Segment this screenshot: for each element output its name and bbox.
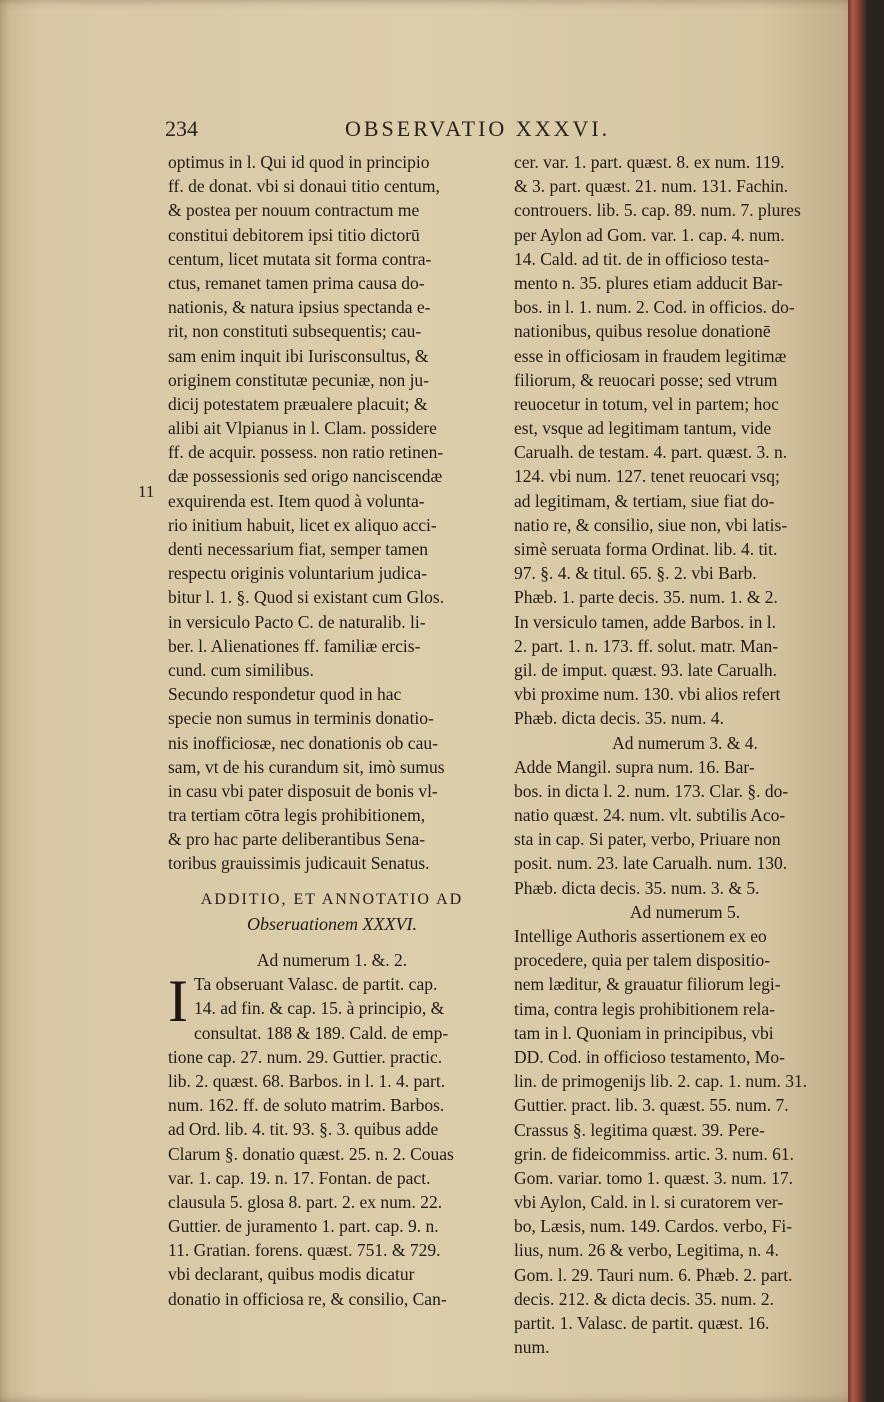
ad-numerum-heading: Ad numerum 5. [629,901,741,922]
text-line: bos. in dicta l. 2. num. 173. Clar. §. do- [514,780,789,801]
text-line: toribus grauissimis judicauit Senatus. [168,853,430,874]
text-line: sam enim inquit ibi Iurisconsultus, & [168,345,429,366]
text-line: nationis, & natura ipsius spectanda e- [168,297,431,318]
text-line: bitur l. 1. §. Quod si existant cum Glos. [168,587,445,608]
addition-subheading: Obseruationem XXXVI. [247,913,417,934]
page-number: 234 [165,116,198,141]
text-line: Gom. l. 29. Tauri num. 6. Phæb. 2. part. [514,1264,793,1285]
text-line: sta in cap. Si pater, verbo, Priuare non [514,829,781,850]
text-line: grin. de fideicommiss. artic. 3. num. 61. [514,1143,794,1164]
text-line: Gom. variar. tomo 1. quæst. 3. num. 17. [514,1167,794,1188]
text-line: dæ possessionis sed origo nanciscendæ [168,466,443,487]
text-line: Adde Mangil. supra num. 16. Bar- [514,756,755,777]
text-line: vbi declarant, quibus modis dicatur [168,1264,415,1285]
text-line: controuers. lib. 5. cap. 89. num. 7. plures [514,200,801,221]
text-line: constitui debitorem ipsi titio dictorū [168,224,420,245]
text-line: denti necessarium fiat, semper tamen [168,539,428,559]
text-line: nationibus, quibus resolue donationē [514,321,771,342]
text-line: Clarum §. donatio quæst. 25. n. 2. Couas [168,1143,454,1164]
text-line: tima, contra legis prohibitionem rela- [514,998,775,1019]
page-header [165,116,860,148]
text-line: Phæb. dicta decis. 35. num. 3. & 5. [514,877,760,898]
text-line: consultat. 188 & 189. Cald. de emp- [193,1022,449,1043]
text-line: ff. de acquir. possess. non ratio retinen- [168,442,444,463]
text-line: rio initium habuit, licet ex aliquo acci- [168,514,437,535]
addition-paragraph [168,968,496,1311]
text-line: sam, vt de his curandum sit, imò sumus [168,756,445,777]
text-line: ber. l. Alienationes ff. familiæ ercis- [168,635,421,656]
text-line: respectu originis voluntarium judica- [168,563,428,584]
ad-numerum-heading: Ad numerum 1. &. 2. [256,950,408,970]
text-line: bos. in l. 1. num. 2. Cod. in officios. do- [514,297,795,318]
text-line: 124. vbi num. 127. tenet reuocari vsq; [514,466,780,487]
text-line: var. 1. cap. 19. n. 17. Fontan. de pact. [168,1167,431,1188]
text-line: rit, non constituti subsequentis; cau- [168,321,422,342]
text-line: alibi ait Vlpianus in l. Clam. possidere [168,418,437,439]
text-line: cund. cum similibus. [168,659,314,680]
text-line: posit. num. 23. late Carualh. num. 130. [514,853,788,874]
text-line: tam in l. Quoniam in principibus, vbi [514,1022,774,1043]
drop-cap: I [168,968,188,1035]
text-line: donatio in officiosa re, & consilio, Can- [168,1288,447,1309]
text-line: nem læditur, & grauatur filiorum legi- [514,974,781,995]
text-line: DD. Cod. in officioso testamento, Mo- [514,1046,785,1067]
text-line: dicij potestatem præualere placuit; & [168,393,428,414]
text-line: In versiculo tamen, adde Barbos. in l. [514,611,776,632]
text-line: gil. de imput. quæst. 93. late Carualh. [514,659,777,680]
text-line: Crassus §. legitima quæst. 39. Pere- [514,1119,765,1140]
text-line: per Aylon ad Gom. var. 1. cap. 4. num. [514,224,785,245]
text-line: tra tertiam cōtra legis prohibitionem, [168,805,426,826]
text-line: & postea per nouum contractum me [168,200,420,221]
text-line: Phæb. dicta decis. 35. num. 4. [514,708,724,729]
text-line: natio re, & consilio, siue non, vbi latis- [514,514,788,535]
text-line: cer. var. 1. part. quæst. 8. ex num. 119. [514,152,785,172]
text-line: ctus, remanet tamen prima causa do- [168,272,425,293]
left-column [168,150,496,1311]
text-line: Phæb. 1. parte decis. 35. num. 1. & 2. [514,587,778,608]
text-line: Guttier. pract. lib. 3. quæst. 55. num. 7. [514,1095,789,1116]
text-line: 97. §. 4. & titul. 65. §. 2. vbi Barb. [514,563,757,584]
text-line: lin. de primogenijs lib. 2. cap. 1. num. 31. [514,1071,808,1092]
addition-heading: ADDITIO, ET ANNOTATIO AD [200,890,464,908]
text-line: procedere, quia per talem dispositio- [514,950,771,971]
text-line: mento n. 35. plures etiam adducit Bar- [514,272,783,293]
text-line: clausula 5. glosa 8. part. 2. ex num. 22. [168,1191,443,1212]
text-line: optimus in l. Qui id quod in principio [168,152,430,172]
text-line: lib. 2. quæst. 68. Barbos. in l. 1. 4. part. [168,1070,446,1091]
margin-number: 11 [138,482,155,501]
text-line: in versiculo Pacto C. de naturalib. li- [168,611,426,632]
text-line: specie non sumus in terminis donatio- [168,708,434,729]
text-line: est, vsque ad legitimam tantum, vide [514,418,772,439]
right-column [514,150,856,1359]
text-line: num. [514,1337,550,1358]
text-line: vbi proxime num. 130. vbi alios refert [514,684,781,705]
text-line: & 3. part. quæst. 21. num. 131. Fachin. [514,176,789,197]
text-line: decis. 212. & dicta decis. 35. num. 2. [514,1288,775,1309]
text-line: ad Ord. lib. 4. tit. 93. §. 3. quibus adde [168,1119,439,1140]
text-line: reuocetur in totum, vel in partem; hoc [514,393,779,414]
text-line: Secundo respondetur quod in hac [168,684,402,705]
text-line: ad legitimam, & tertiam, siue fiat do- [514,490,775,511]
text-line: tione cap. 27. num. 29. Guttier. practic. [168,1046,443,1067]
text-line: Intellige Authoris assertionem ex eo [514,926,767,946]
text-line: natio quæst. 24. num. vlt. subtilis Aco- [514,805,786,826]
text-line: Guttier. de juramento 1. part. cap. 9. n. [168,1216,439,1237]
text-line: ff. de donat. vbi si donaui titio centum, [168,176,440,197]
text-line: nis inofficiosæ, nec donationis ob cau- [168,732,438,753]
text-line: in casu vbi pater disposuit de bonis vl- [168,780,438,801]
text-line: bo, Læsis, num. 149. Cardos. verbo, Fi- [514,1216,793,1237]
text-line: vbi Aylon, Cald. in l. si curatorem ver- [514,1192,784,1213]
text-line: originem constitutæ pecuniæ, non ju- [168,369,430,390]
text-line: 14. ad fin. & cap. 15. à principio, & [193,998,445,1019]
running-head: OBSERVATIO XXXVI. [345,116,611,141]
text-line: centum, licet mutata sit forma contra- [168,248,432,269]
text-line: partit. 1. Valasc. de partit. quæst. 16. [514,1313,770,1333]
text-line: 11. Gratian. forens. quæst. 751. & 729. [168,1240,441,1261]
text-line: Carualh. de testam. 4. part. quæst. 3. n. [514,442,788,463]
text-line: simè seruata forma Ordinat. lib. 4. tit. [514,539,778,559]
text-line: & pro hac parte deliberantibus Sena- [168,829,426,850]
text-line: esse in officiosam in fraudem legitimæ [514,345,787,366]
text-line: lius, num. 26 & verbo, Legitima, n. 4. [514,1240,779,1261]
text-line: Ta obseruant Valasc. de partit. cap. [193,974,438,995]
text-line: exquirenda est. Item quod à volunta- [168,490,425,511]
text-line: num. 162. ff. de soluto matrim. Barbos. [168,1095,445,1116]
text-line: 2. part. 1. n. 173. ff. solut. matr. Man- [514,635,779,656]
text-line: 14. Cald. ad tit. de in officioso testa- [514,248,770,269]
ad-numerum-heading: Ad numerum 3. & 4. [612,732,758,753]
text-line: filiorum, & reuocari posse; sed vtrum [514,369,778,390]
